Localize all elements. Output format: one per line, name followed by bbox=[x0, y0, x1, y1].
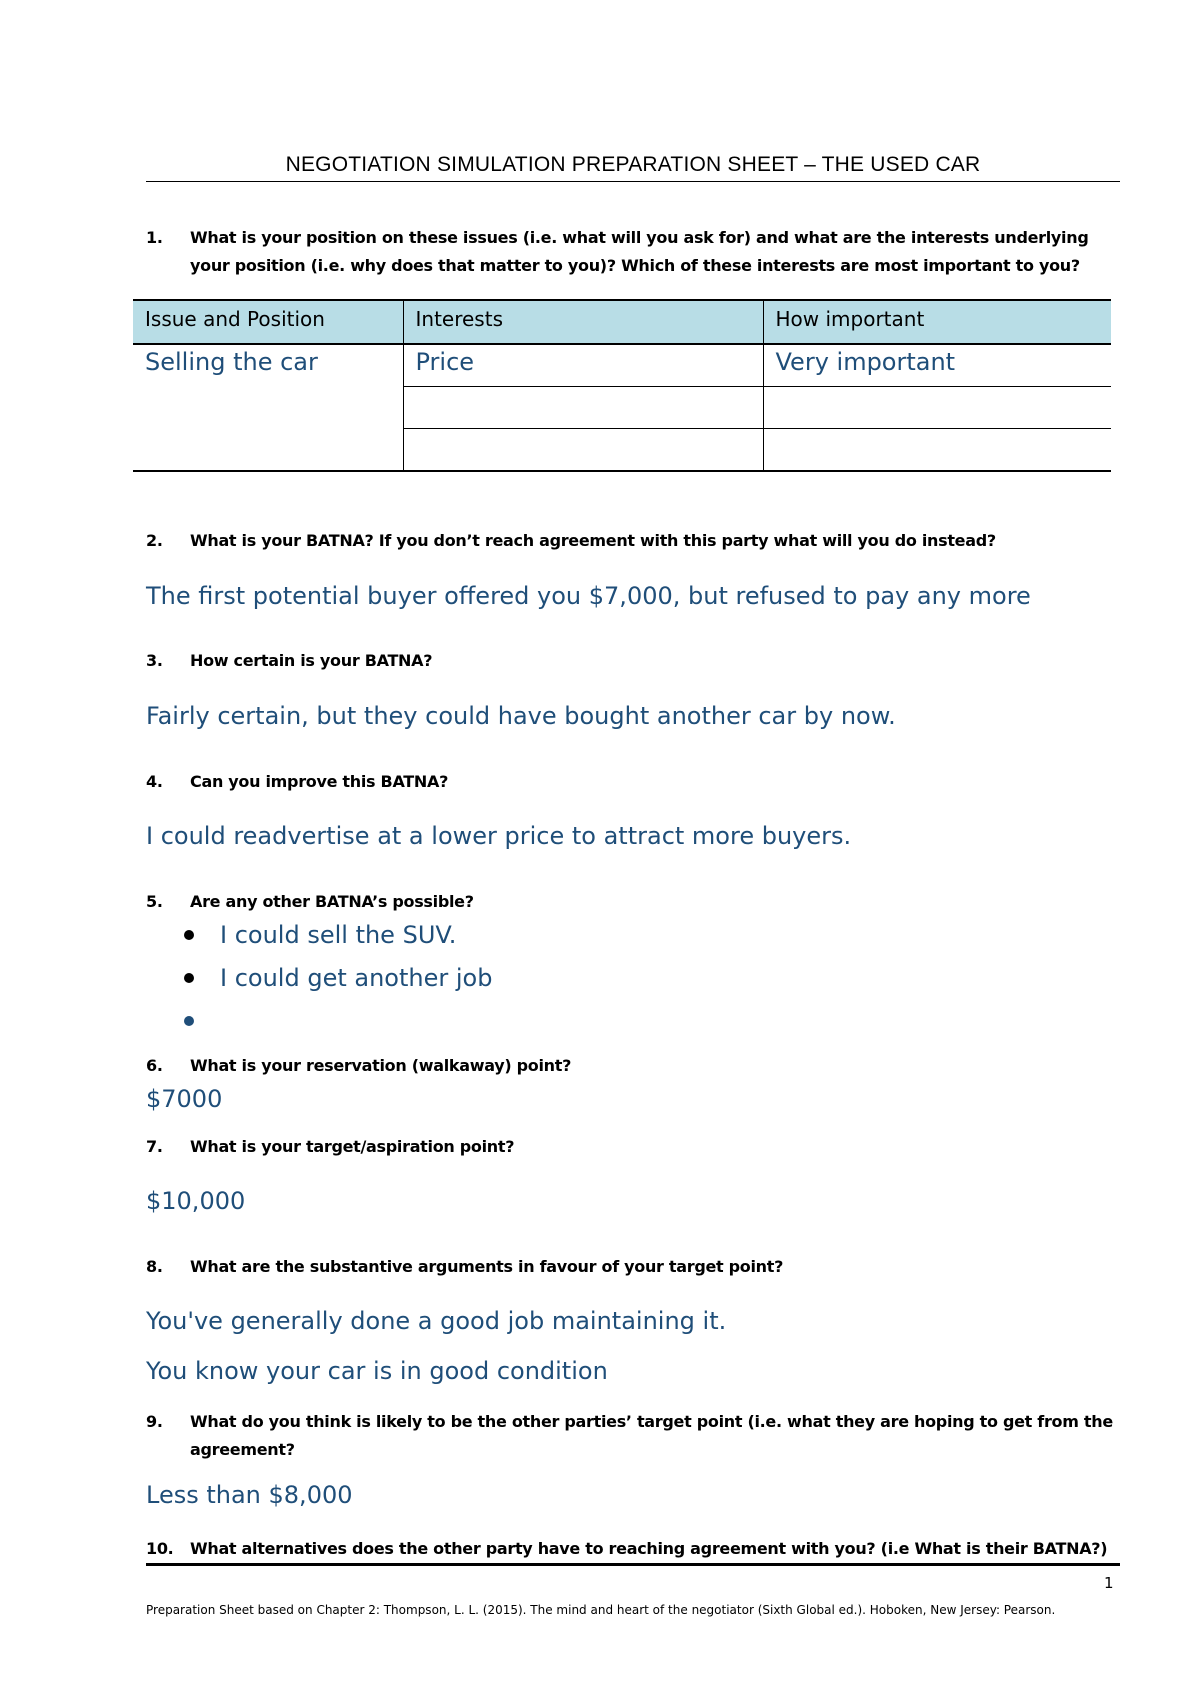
importance-cell[interactable] bbox=[763, 387, 1111, 429]
importance-cell[interactable]: Very important bbox=[763, 344, 1111, 387]
question-text: What do you think is likely to be the other parties’ target point (i.e. what they are hoping to get from the agreement? bbox=[190, 1412, 1113, 1459]
answer-3[interactable]: Fairly certain, but they could have bought another car by now. bbox=[146, 702, 896, 730]
question-text: What is your reservation (walkaway) point? bbox=[190, 1056, 572, 1075]
question-number: 1. bbox=[146, 228, 163, 247]
question-number: 3. bbox=[146, 651, 163, 670]
importance-cell[interactable] bbox=[763, 429, 1111, 472]
title-underline bbox=[146, 181, 1120, 182]
list-item-text: I could get another job bbox=[220, 964, 493, 992]
list-item[interactable] bbox=[180, 961, 492, 1004]
question-text: Can you improve this BATNA? bbox=[190, 772, 449, 791]
header-issue-position: Issue and Position bbox=[133, 300, 403, 344]
question-number: 6. bbox=[146, 1056, 163, 1075]
interest-cell[interactable]: Price bbox=[403, 344, 763, 387]
header-how-important: How important bbox=[763, 300, 1111, 344]
question-text: Are any other BATNA’s possible? bbox=[190, 892, 474, 911]
answer-8-line-1[interactable]: You've generally done a good job maintaining it. bbox=[146, 1307, 727, 1335]
answer-4[interactable]: I could readvertise at a lower price to attract more buyers. bbox=[146, 822, 852, 850]
question-number: 2. bbox=[146, 531, 163, 550]
bullet-icon bbox=[184, 1016, 194, 1026]
question-number: 9. bbox=[146, 1412, 163, 1431]
question-number: 4. bbox=[146, 772, 163, 791]
footer-divider bbox=[146, 1563, 1120, 1566]
answer-9[interactable]: Less than $8,000 bbox=[146, 1481, 353, 1509]
question-number: 10. bbox=[146, 1539, 174, 1558]
question-text: What is your target/aspiration point? bbox=[190, 1137, 515, 1156]
question-number: 5. bbox=[146, 892, 163, 911]
question-number: 8. bbox=[146, 1257, 163, 1276]
bullet-icon bbox=[184, 930, 194, 940]
table-header-row bbox=[133, 300, 1111, 344]
issue-cell[interactable]: Selling the car bbox=[133, 344, 403, 471]
page-number: 1 bbox=[1104, 1574, 1114, 1592]
batna-options-list bbox=[180, 918, 492, 1047]
question-text: What alternatives does the other party have to reaching agreement with you? (i.e What is their BATNA?) bbox=[190, 1539, 1108, 1558]
answer-2[interactable]: The first potential buyer offered you $7,000, but refused to pay any more bbox=[146, 582, 1031, 610]
list-item-text: I could sell the SUV. bbox=[220, 921, 457, 949]
list-item[interactable] bbox=[180, 918, 492, 961]
answer-7[interactable]: $10,000 bbox=[146, 1187, 246, 1215]
question-text: How certain is your BATNA? bbox=[190, 651, 433, 670]
footnote: Preparation Sheet based on Chapter 2: Thompson, L. L. (2015). The mind and heart of the negotiator (Sixth Global ed.). Hoboken, New Jersey: Pearson. bbox=[146, 1603, 1056, 1617]
bullet-icon bbox=[184, 973, 194, 983]
interest-cell[interactable] bbox=[403, 387, 763, 429]
question-text: What is your position on these issues (i.e. what will you ask for) and what are the interests underlying your position (i.e. why does that matter to you)? Which of these interests are most important to you? bbox=[190, 228, 1089, 275]
interest-cell[interactable] bbox=[403, 429, 763, 472]
question-number: 7. bbox=[146, 1137, 163, 1156]
page-title: NEGOTIATION SIMULATION PREPARATION SHEET – THE USED CAR bbox=[285, 153, 981, 176]
answer-6[interactable]: $7000 bbox=[146, 1085, 223, 1113]
issues-table bbox=[133, 299, 1111, 472]
question-text: What is your BATNA? If you don’t reach agreement with this party what will you do instead? bbox=[190, 531, 996, 550]
question-text: What are the substantive arguments in favour of your target point? bbox=[190, 1257, 784, 1276]
list-item[interactable] bbox=[180, 1004, 492, 1047]
header-interests: Interests bbox=[403, 300, 763, 344]
answer-8-line-2[interactable]: You know your car is in good condition bbox=[146, 1357, 608, 1385]
table-row bbox=[133, 344, 1111, 387]
